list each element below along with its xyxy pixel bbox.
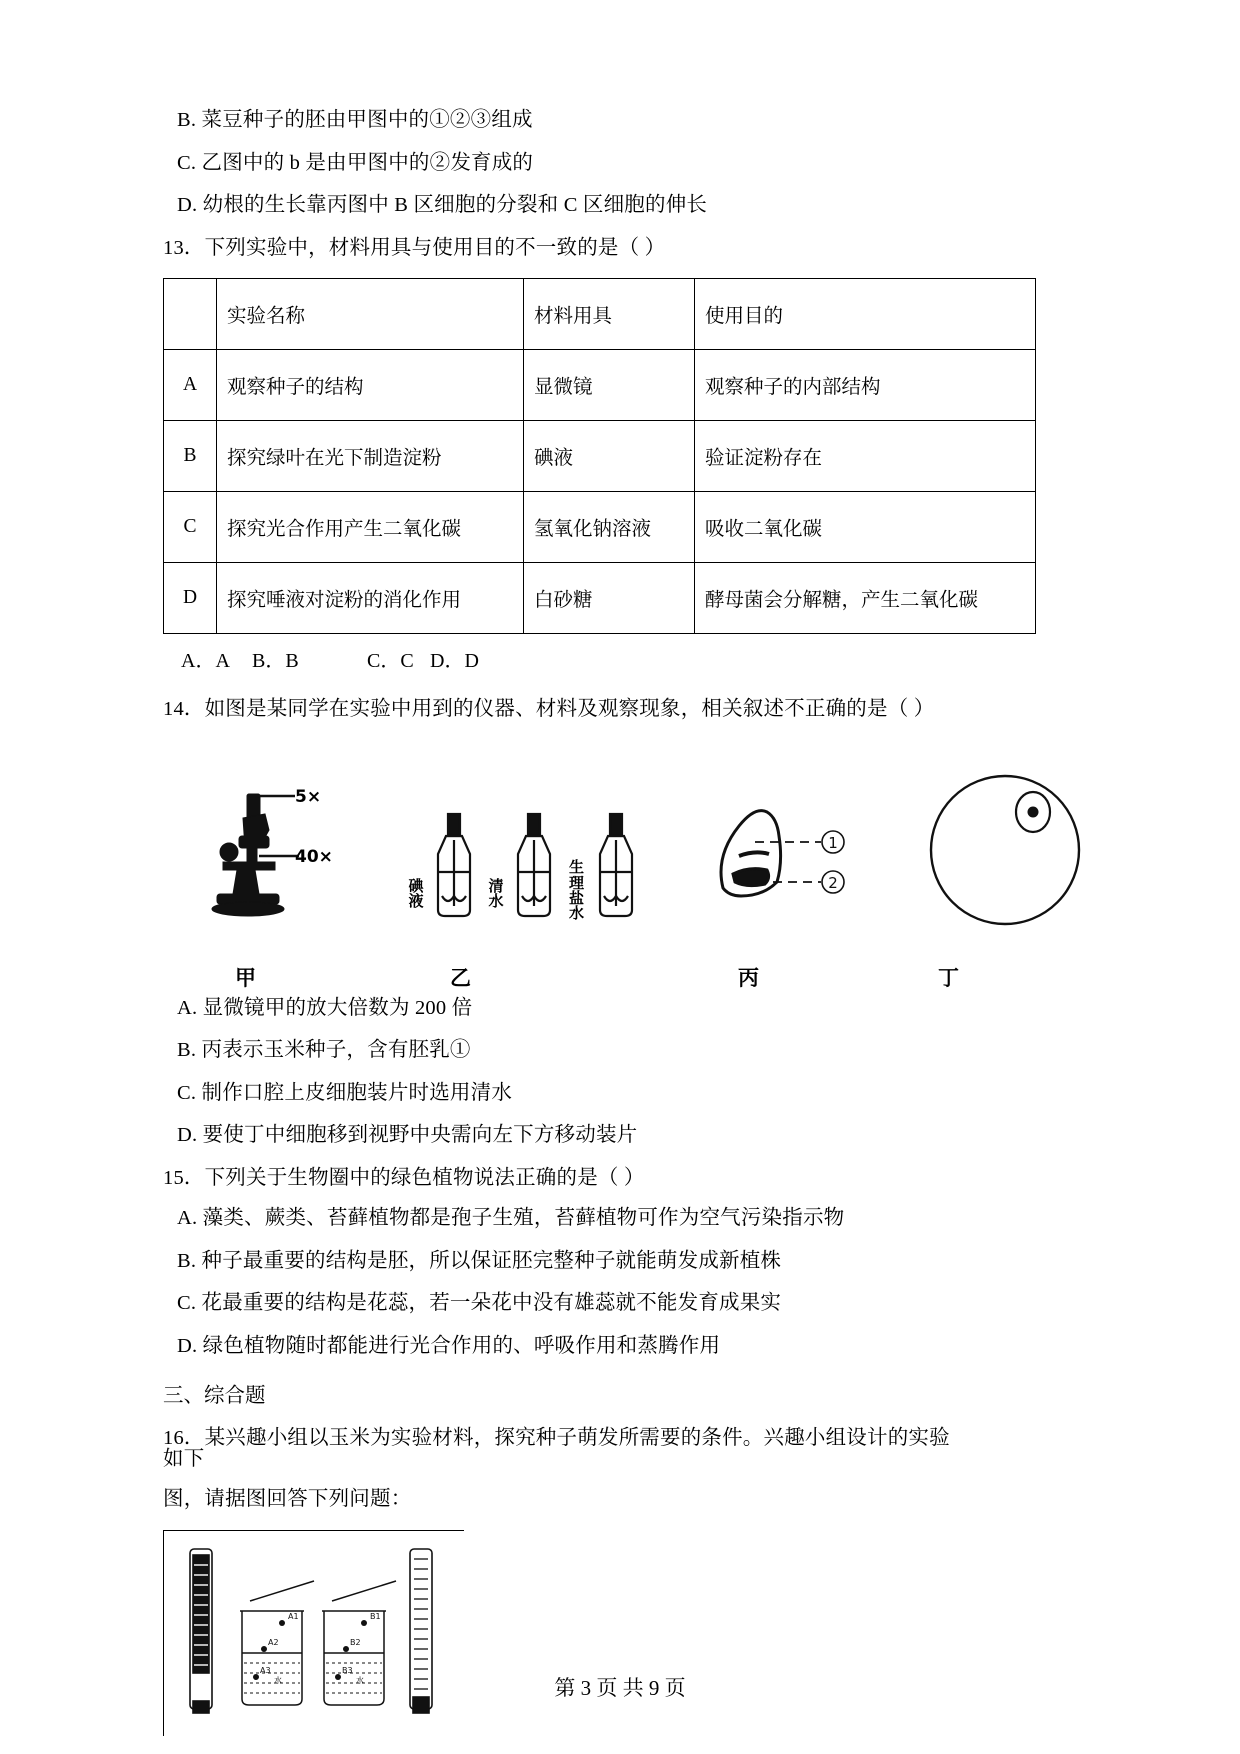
table-cell-purpose: 吸收二氧化碳	[695, 492, 1036, 563]
table-row	[164, 563, 1036, 634]
seed-callout-1: 1	[828, 833, 838, 852]
beaker-b-label-1: B1	[370, 1611, 381, 1621]
table-cell-purpose: 观察种子的内部结构	[695, 350, 1036, 421]
q16-stem-line2: 图，请据图回答下列问题：	[163, 1488, 412, 1510]
table-cell-name: 探究绿叶在光下制造淀粉	[217, 421, 524, 492]
q13-choice-a: A．A	[181, 650, 230, 672]
q14-option-b: B. 丙表示玉米种子，含有胚乳①	[177, 1039, 471, 1061]
figure-caption-ding: 丁	[938, 965, 959, 990]
microscope-eyepiece-label: 5×	[295, 786, 322, 807]
table-cell-material: 碘液	[524, 421, 695, 492]
seed-callout-2: 2	[828, 873, 838, 892]
table-header-row	[164, 279, 1036, 350]
bottle-icon	[590, 810, 642, 920]
microscope-icon	[203, 770, 363, 930]
cell-view-icon	[923, 766, 1093, 936]
q15-option-d: D. 绿色植物随时都能进行光合作用的、呼吸作用和蒸腾作用	[177, 1334, 721, 1357]
section-heading: 三、综合题	[163, 1385, 266, 1407]
table-header-material: 材料用具	[524, 279, 695, 350]
q14-option-d: D. 要使丁中细胞移到视野中央需向左下方移动装片	[177, 1124, 638, 1146]
table-header-purpose: 使用目的	[695, 279, 1036, 350]
q13-choices	[163, 644, 963, 673]
table-row	[164, 350, 1036, 421]
q12-option-c: C. 乙图中的 b 是由甲图中的②发育成的	[177, 151, 534, 174]
bottle-label-saline: 生理盐水	[568, 858, 584, 923]
q13-choice-c: C．C	[367, 650, 414, 672]
beaker-b-label-3: B3	[342, 1665, 353, 1675]
reagent-bottles-figure	[408, 778, 648, 928]
field-of-view-figure	[923, 766, 1093, 936]
q13-stem: 13．下列实验中，材料用具与使用目的不一致的是（ ）	[163, 236, 666, 259]
table-cell-material: 显微镜	[524, 350, 695, 421]
table-cell-name: 探究唾液对淀粉的消化作用	[217, 563, 524, 634]
q15-option-b: B. 种子最重要的结构是胚，所以保证胚完整种子就能萌发成新植株	[177, 1249, 782, 1272]
figure-caption-jia: 甲	[235, 965, 256, 990]
microscope-figure	[203, 770, 363, 930]
microscope-objective-label: 40×	[295, 846, 333, 867]
table-cell-name: 观察种子的结构	[217, 350, 524, 421]
q13-table	[163, 278, 1036, 634]
q14-stem: 14．如图是某同学在实验中用到的仪器、材料及观察现象，相关叙述不正确的是（ ）	[163, 698, 935, 720]
table-header-index	[164, 279, 217, 350]
bottle-icon	[508, 810, 560, 920]
table-header-name: 实验名称	[217, 279, 524, 350]
q14-option-a: A. 显微镜甲的放大倍数为 200 倍	[177, 996, 473, 1019]
q12-option-b: B. 菜豆种子的胚由甲图中的①②③组成	[177, 109, 533, 131]
figure-caption-yi: 乙	[450, 965, 471, 990]
q13-choice-d: D．D	[430, 650, 479, 672]
table-cell-index: B	[164, 421, 217, 492]
table-row	[164, 492, 1036, 563]
table-cell-index: A	[164, 350, 217, 421]
table-cell-index: C	[164, 492, 217, 563]
beaker-b-label-2: B2	[350, 1637, 361, 1647]
q15-option-c: C. 花最重要的结构是花蕊，若一朵花中没有雄蕊就不能发育成果实	[177, 1292, 782, 1314]
q16-stem-line1: 16．某兴趣小组以玉米为实验材料，探究种子萌发所需要的条件。兴趣小组设计的实验如下	[163, 1427, 950, 1470]
bottle-label-iodine: 碘液	[408, 876, 424, 911]
q16-figure	[163, 1530, 464, 1736]
q13-choice-b: B．B	[252, 650, 299, 672]
q12-option-d: D. 幼根的生长靠丙图中 B 区细胞的分裂和 C 区细胞的伸长	[177, 194, 708, 216]
q14-figure-captions	[163, 962, 963, 992]
bottle-icon	[428, 810, 480, 920]
table-cell-purpose: 验证淀粉存在	[695, 421, 1036, 492]
page-content	[163, 109, 979, 1736]
corn-seed-icon	[693, 770, 893, 930]
table-cell-purpose: 酵母菌会分解糖，产生二氧化碳	[695, 563, 1036, 634]
beaker-b-water-label: 水	[356, 1675, 364, 1685]
beaker-a-label-1: A1	[288, 1611, 299, 1621]
figure-caption-bing: 丙	[738, 965, 759, 990]
q14-figure	[163, 760, 963, 960]
q14-option-c: C. 制作口腔上皮细胞装片时选用清水	[177, 1081, 513, 1104]
table-cell-material: 氢氧化钠溶液	[524, 492, 695, 563]
table-row	[164, 421, 1036, 492]
q15-stem: 15．下列关于生物圈中的绿色植物说法正确的是（ ）	[163, 1166, 645, 1189]
table-cell-name: 探究光合作用产生二氧化碳	[217, 492, 524, 563]
beaker-a-label-2: A2	[268, 1637, 279, 1647]
corn-seed-figure	[693, 770, 893, 930]
table-cell-index: D	[164, 563, 217, 634]
bottle-label-water: 清水	[488, 876, 504, 911]
table-cell-material: 白砂糖	[524, 563, 695, 634]
q15-option-a: A. 藻类、蕨类、苔藓植物都是孢子生殖，苔藓植物可作为空气污染指示物	[177, 1207, 845, 1229]
beaker-a-water-label: 水	[274, 1675, 282, 1685]
page-footer: 第 3 页 共 9 页	[554, 1676, 686, 1700]
beaker-a-label-3: A3	[260, 1665, 271, 1675]
